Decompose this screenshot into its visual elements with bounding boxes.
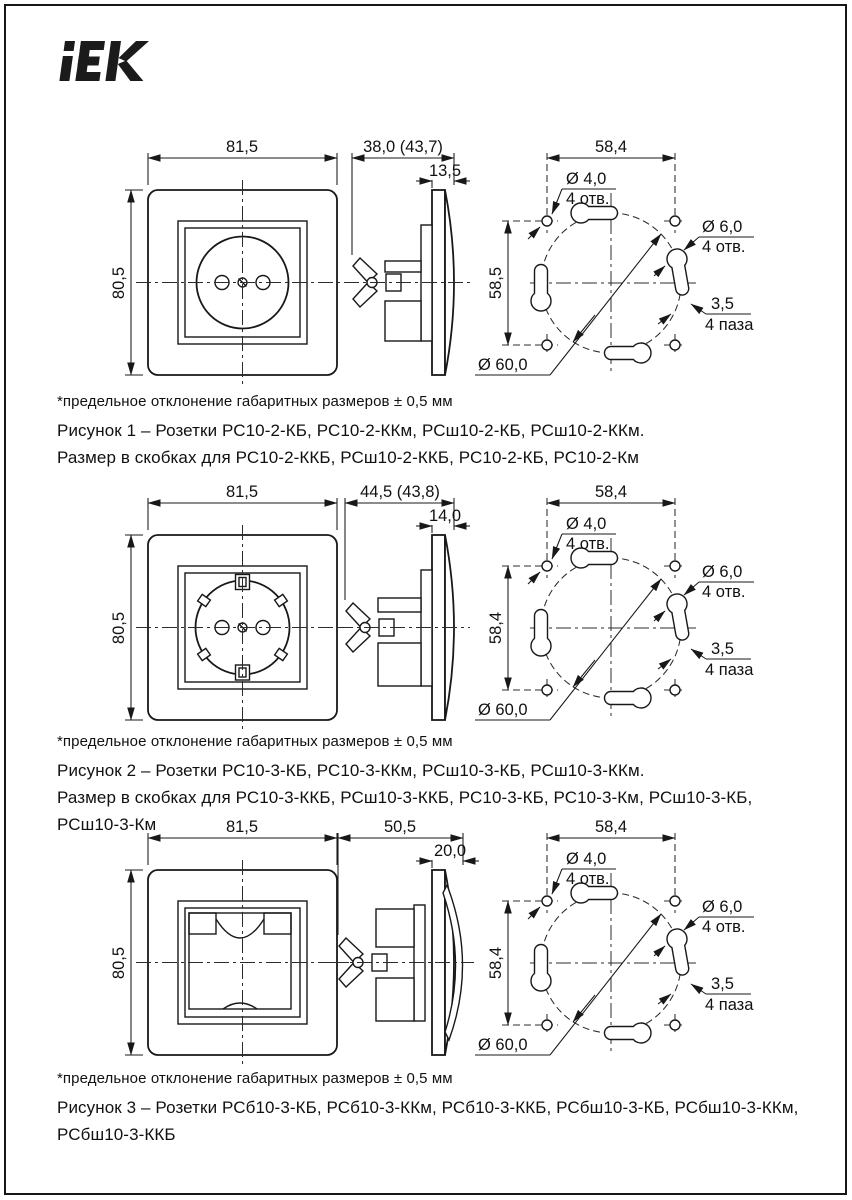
front-view	[110, 138, 349, 385]
dim-side-front: 20,0	[433, 842, 467, 860]
side-view	[344, 138, 470, 375]
figure-1-caption	[57, 393, 817, 471]
dim-mount-width: 58,4	[594, 138, 628, 156]
figure-title: Рисунок 3 – Розетки РСб10-3-КБ, РСб10-3-ККм, РСб10-3-ККБ, РСбш10-3-КБ, РСбш10-3-ККм,	[57, 1098, 799, 1117]
label-small-hole-qty: 4 отв.	[566, 535, 610, 553]
label-circle-dia: Ø 60,0	[478, 1036, 528, 1054]
label-big-hole-qty: 4 отв.	[702, 583, 746, 601]
mounting-view	[475, 138, 754, 375]
label-big-hole-dia: Ø 6,0	[702, 898, 743, 916]
figure-subtitle: Размер в скобках для РС10-3-ККБ, РСш10-3-ККБ, РС10-3-КБ, РС10-3-Км, РСш10-3-КБ, РСш10-3-Км	[57, 788, 753, 834]
label-small-hole-dia: Ø 4,0	[566, 515, 607, 533]
label-small-hole-dia: Ø 4,0	[566, 850, 607, 868]
label-slot-qty: 4 паза	[705, 996, 754, 1014]
label-circle-dia: Ø 60,0	[478, 356, 528, 374]
figure-3-drawing	[50, 813, 810, 1077]
dim-front-height: 80,5	[110, 266, 128, 300]
figure-1-drawing	[50, 133, 810, 397]
iek-logo-letters	[59, 41, 149, 81]
dim-side-front: 14,0	[428, 507, 462, 525]
dim-mount-height: 58,5	[487, 266, 505, 300]
front-view	[110, 818, 349, 1065]
dim-side-total: 44,5 (43,8)	[360, 483, 440, 501]
side-view	[338, 483, 470, 720]
front-view	[110, 483, 349, 730]
dim-mount-width: 58,4	[594, 818, 628, 836]
label-big-hole-dia: Ø 6,0	[702, 563, 743, 581]
dim-mount-height: 58,4	[487, 946, 505, 980]
mounting-view	[475, 483, 754, 720]
label-circle-dia: Ø 60,0	[478, 701, 528, 719]
iek-logo	[55, 30, 165, 92]
tolerance-note: *предельное отклонение габаритных размеров ± 0,5 мм	[57, 393, 453, 410]
figure-title: Рисунок 1 – Розетки РС10-2-КБ, РС10-2-ККм, РСш10-2-КБ, РСш10-2-ККм.	[57, 421, 645, 440]
mounting-view	[475, 818, 754, 1055]
figure-title: Рисунок 2 – Розетки РС10-3-КБ, РС10-3-ККм, РСш10-3-КБ, РСш10-3-ККм.	[57, 761, 645, 780]
dim-side-total: 38,0 (43,7)	[363, 138, 443, 156]
dim-side-total: 50,5	[383, 818, 417, 836]
label-slot-width: 3,5	[711, 975, 734, 993]
dim-side-front: 13,5	[428, 162, 462, 180]
figure-subtitle: Размер в скобках для РС10-2-ККБ, РСш10-2-ККБ, РС10-2-КБ, РС10-2-Км	[57, 448, 640, 467]
label-slot-qty: 4 паза	[705, 661, 754, 679]
label-small-hole-qty: 4 отв.	[566, 870, 610, 888]
label-big-hole-qty: 4 отв.	[702, 238, 746, 256]
label-big-hole-qty: 4 отв.	[702, 918, 746, 936]
label-big-hole-dia: Ø 6,0	[702, 218, 743, 236]
label-small-hole-dia: Ø 4,0	[566, 170, 607, 188]
label-slot-qty: 4 паза	[705, 316, 754, 334]
dim-mount-width: 58,4	[594, 483, 628, 501]
dim-mount-height: 58,4	[487, 611, 505, 645]
dim-front-height: 80,5	[110, 611, 128, 645]
tolerance-note: *предельное отклонение габаритных размеров ± 0,5 мм	[57, 733, 453, 750]
figure-2-drawing	[50, 478, 810, 742]
dim-front-width: 81,5	[225, 818, 259, 836]
dim-front-width: 81,5	[225, 138, 259, 156]
dim-front-height: 80,5	[110, 946, 128, 980]
dim-front-width: 81,5	[225, 483, 259, 501]
side-view	[331, 818, 479, 1055]
figure-subtitle: РСбш10-3-ККБ	[57, 1125, 176, 1144]
label-slot-width: 3,5	[711, 640, 734, 658]
label-slot-width: 3,5	[711, 295, 734, 313]
tolerance-note: *предельное отклонение габаритных размеров ± 0,5 мм	[57, 1070, 453, 1087]
label-small-hole-qty: 4 отв.	[566, 190, 610, 208]
figure-3-caption	[57, 1070, 817, 1148]
